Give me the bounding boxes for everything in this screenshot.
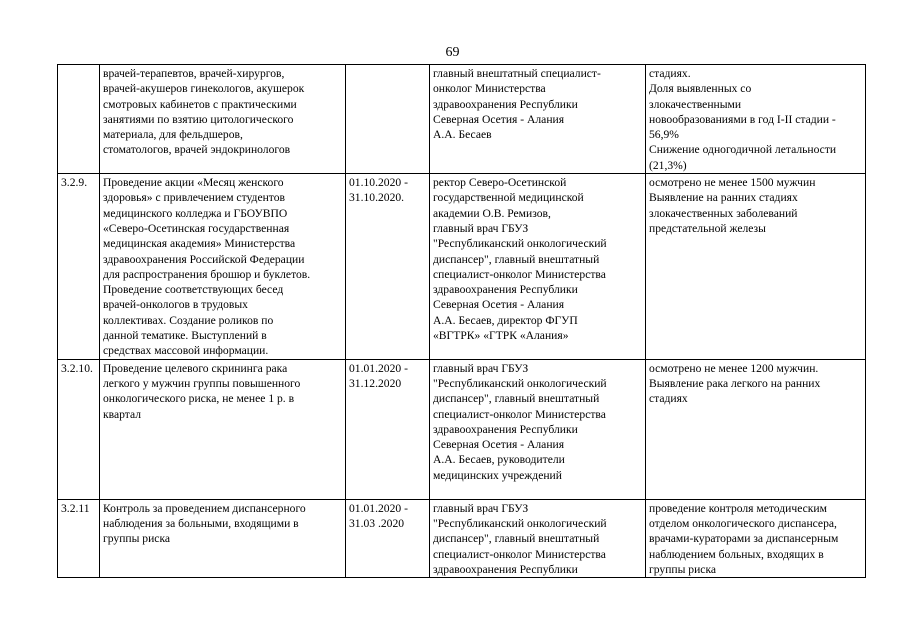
text-line: диспансер", главный внештатный — [433, 532, 600, 546]
activity-cell — [100, 65, 346, 174]
text-line: Выявление рака легкого на ранних — [649, 376, 821, 390]
text-line: Проведение соответствующих бесед — [103, 283, 284, 297]
table-row — [58, 65, 866, 174]
text-line: Северная Осетия - Алания — [433, 438, 565, 452]
text-line: главный врач ГБУЗ — [433, 361, 529, 375]
text-line: специалист-онколог Министерства — [433, 407, 606, 421]
item-number: 3.2.10. — [61, 361, 93, 375]
text-line: Проведение целевого скрининга рака — [103, 361, 288, 375]
text-line: специалист-онколог Министерства — [433, 267, 606, 281]
result-cell — [646, 65, 866, 174]
text-line: 01.10.2020 - — [349, 176, 408, 190]
dates-cell — [346, 359, 430, 499]
text-line: главный врач ГБУЗ — [433, 501, 529, 515]
text-line: 01.01.2020 - — [349, 501, 408, 515]
responsible-cell — [430, 499, 646, 577]
text-line: наблюдением больных, входящих в — [649, 547, 824, 561]
text-line: врачей-онкологов в трудовых — [103, 298, 248, 312]
item-number-cell — [58, 499, 100, 577]
text-line: (21,3%) — [649, 158, 687, 172]
text-line: предстательной железы — [649, 221, 766, 235]
text-line: наблюдения за больными, входящими в — [103, 516, 299, 530]
text-line: осмотрено не менее 1500 мужчин — [649, 176, 816, 190]
text-line: главный врач ГБУЗ — [433, 221, 529, 235]
dates-cell — [346, 174, 430, 360]
text-line: "Республиканский онкологический — [433, 376, 607, 390]
table-row — [58, 359, 866, 499]
text-line: стадиях. — [649, 67, 691, 80]
responsible-cell — [430, 65, 646, 174]
text-line: группы риска — [649, 562, 717, 576]
text-line: здравоохранения Республики — [433, 422, 578, 436]
item-number-cell — [58, 359, 100, 499]
text-line: осмотрено не менее 1200 мужчин. — [649, 361, 819, 375]
text-line: здравоохранения Российской Федерации — [103, 252, 305, 266]
activity-cell — [100, 359, 346, 499]
text-line: ректор Северо-Осетинской — [433, 176, 567, 190]
responsible-cell — [430, 174, 646, 360]
text-line: злокачественными — [649, 97, 742, 111]
text-line: «ВГТРК» «ГТРК «Алания» — [433, 329, 569, 343]
text-line: стоматологов, врачей эндокринологов — [103, 143, 291, 157]
text-line: медицинская академия» Министерства — [103, 237, 296, 251]
text-line: 01.01.2020 - — [349, 361, 408, 375]
responsible-cell — [430, 359, 646, 499]
text-line: Северная Осетия - Алания — [433, 298, 565, 312]
text-line: А.А. Бесаев, руководители — [433, 453, 565, 467]
text-line: "Республиканский онкологический — [433, 516, 607, 530]
result-cell — [646, 174, 866, 360]
text-line: медицинских учреждений — [433, 468, 562, 482]
text-line: занятиями по взятию цитологического — [103, 112, 294, 126]
text-line: онкологического риска, не менее 1 р. в — [103, 392, 295, 406]
text-line: медицинского колледжа и ГБОУВПО — [103, 206, 288, 220]
item-number-cell — [58, 174, 100, 360]
text-line: коллективах. Создание роликов по — [103, 313, 274, 327]
text-line: легкого у мужчин группы повышенного — [103, 376, 301, 390]
text-line: Контроль за проведением диспансерного — [103, 501, 306, 515]
text-line: «Северо-Осетинская государственная — [103, 221, 290, 235]
text-line: группы риска — [103, 532, 171, 546]
text-line: специалист-онколог Министерства — [433, 547, 606, 561]
text-line: новообразованиями в год I-II стадии - — [649, 112, 836, 126]
text-line: 31.10.2020. — [349, 191, 405, 205]
text-line: Северная Осетия - Алания — [433, 112, 565, 126]
text-line: диспансер", главный внештатный — [433, 392, 600, 406]
text-line: здравоохранения Республики — [433, 283, 578, 297]
page-number: 69 — [445, 45, 460, 60]
text-line: квартал — [103, 407, 141, 421]
text-line: материала, для фельдшеров, — [103, 128, 243, 142]
text-line: диспансер", главный внештатный — [433, 252, 600, 266]
text-line: врачей-терапевтов, врачей-хирургов, — [103, 67, 285, 80]
text-line: Доля выявленных со — [649, 82, 752, 96]
text-line: данной тематике. Выступлений в — [103, 329, 267, 343]
text-line: смотровых кабинетов с практическими — [103, 97, 297, 111]
result-cell — [646, 499, 866, 577]
text-line: 56,9% — [649, 128, 679, 142]
text-line: для распространения брошюр и буклетов. — [103, 267, 311, 281]
activity-cell — [100, 174, 346, 360]
item-number-cell — [58, 65, 100, 174]
text-line: "Республиканский онкологический — [433, 237, 607, 251]
text-line: государственной медицинской — [433, 191, 584, 205]
text-line: А.А. Бесаев, директор ФГУП — [433, 313, 578, 327]
text-line: академии О.В. Ремизов, — [433, 206, 551, 220]
text-line: проведение контроля методическим — [649, 501, 827, 515]
activity-cell — [100, 499, 346, 577]
text-line: врачей-акушеров гинекологов, акушерок — [103, 82, 305, 96]
item-number: 3.2.9. — [61, 176, 88, 190]
text-line: злокачественных заболеваний — [649, 206, 798, 220]
text-line: врачами-кураторами за диспансерным — [649, 532, 839, 546]
text-line: Выявление на ранних стадиях — [649, 191, 798, 205]
text-line: 31.03 .2020 — [349, 516, 405, 530]
text-line: средствах массовой информации. — [103, 344, 269, 358]
text-line: здравоохранения Республики — [433, 562, 578, 576]
text-line: отделом онкологического диспансера, — [649, 516, 837, 530]
action-plan-table — [57, 64, 866, 578]
dates-cell — [346, 65, 430, 174]
text-line: 31.12.2020 — [349, 376, 402, 390]
table-row — [58, 174, 866, 360]
text-line: онколог Министерства — [433, 82, 546, 96]
text-line: главный внештатный специалист- — [433, 67, 601, 80]
text-line: стадиях — [649, 392, 688, 406]
dates-cell — [346, 499, 430, 577]
table-row — [58, 499, 866, 577]
text-line: Проведение акции «Месяц женского — [103, 176, 284, 190]
text-line: Снижение одногодичной летальности — [649, 143, 837, 157]
text-line: здравоохранения Республики — [433, 97, 578, 111]
text-line: А.А. Бесаев — [433, 128, 492, 142]
item-number: 3.2.11 — [61, 501, 90, 515]
text-line: здоровья» с привлечением студентов — [103, 191, 285, 205]
result-cell — [646, 359, 866, 499]
